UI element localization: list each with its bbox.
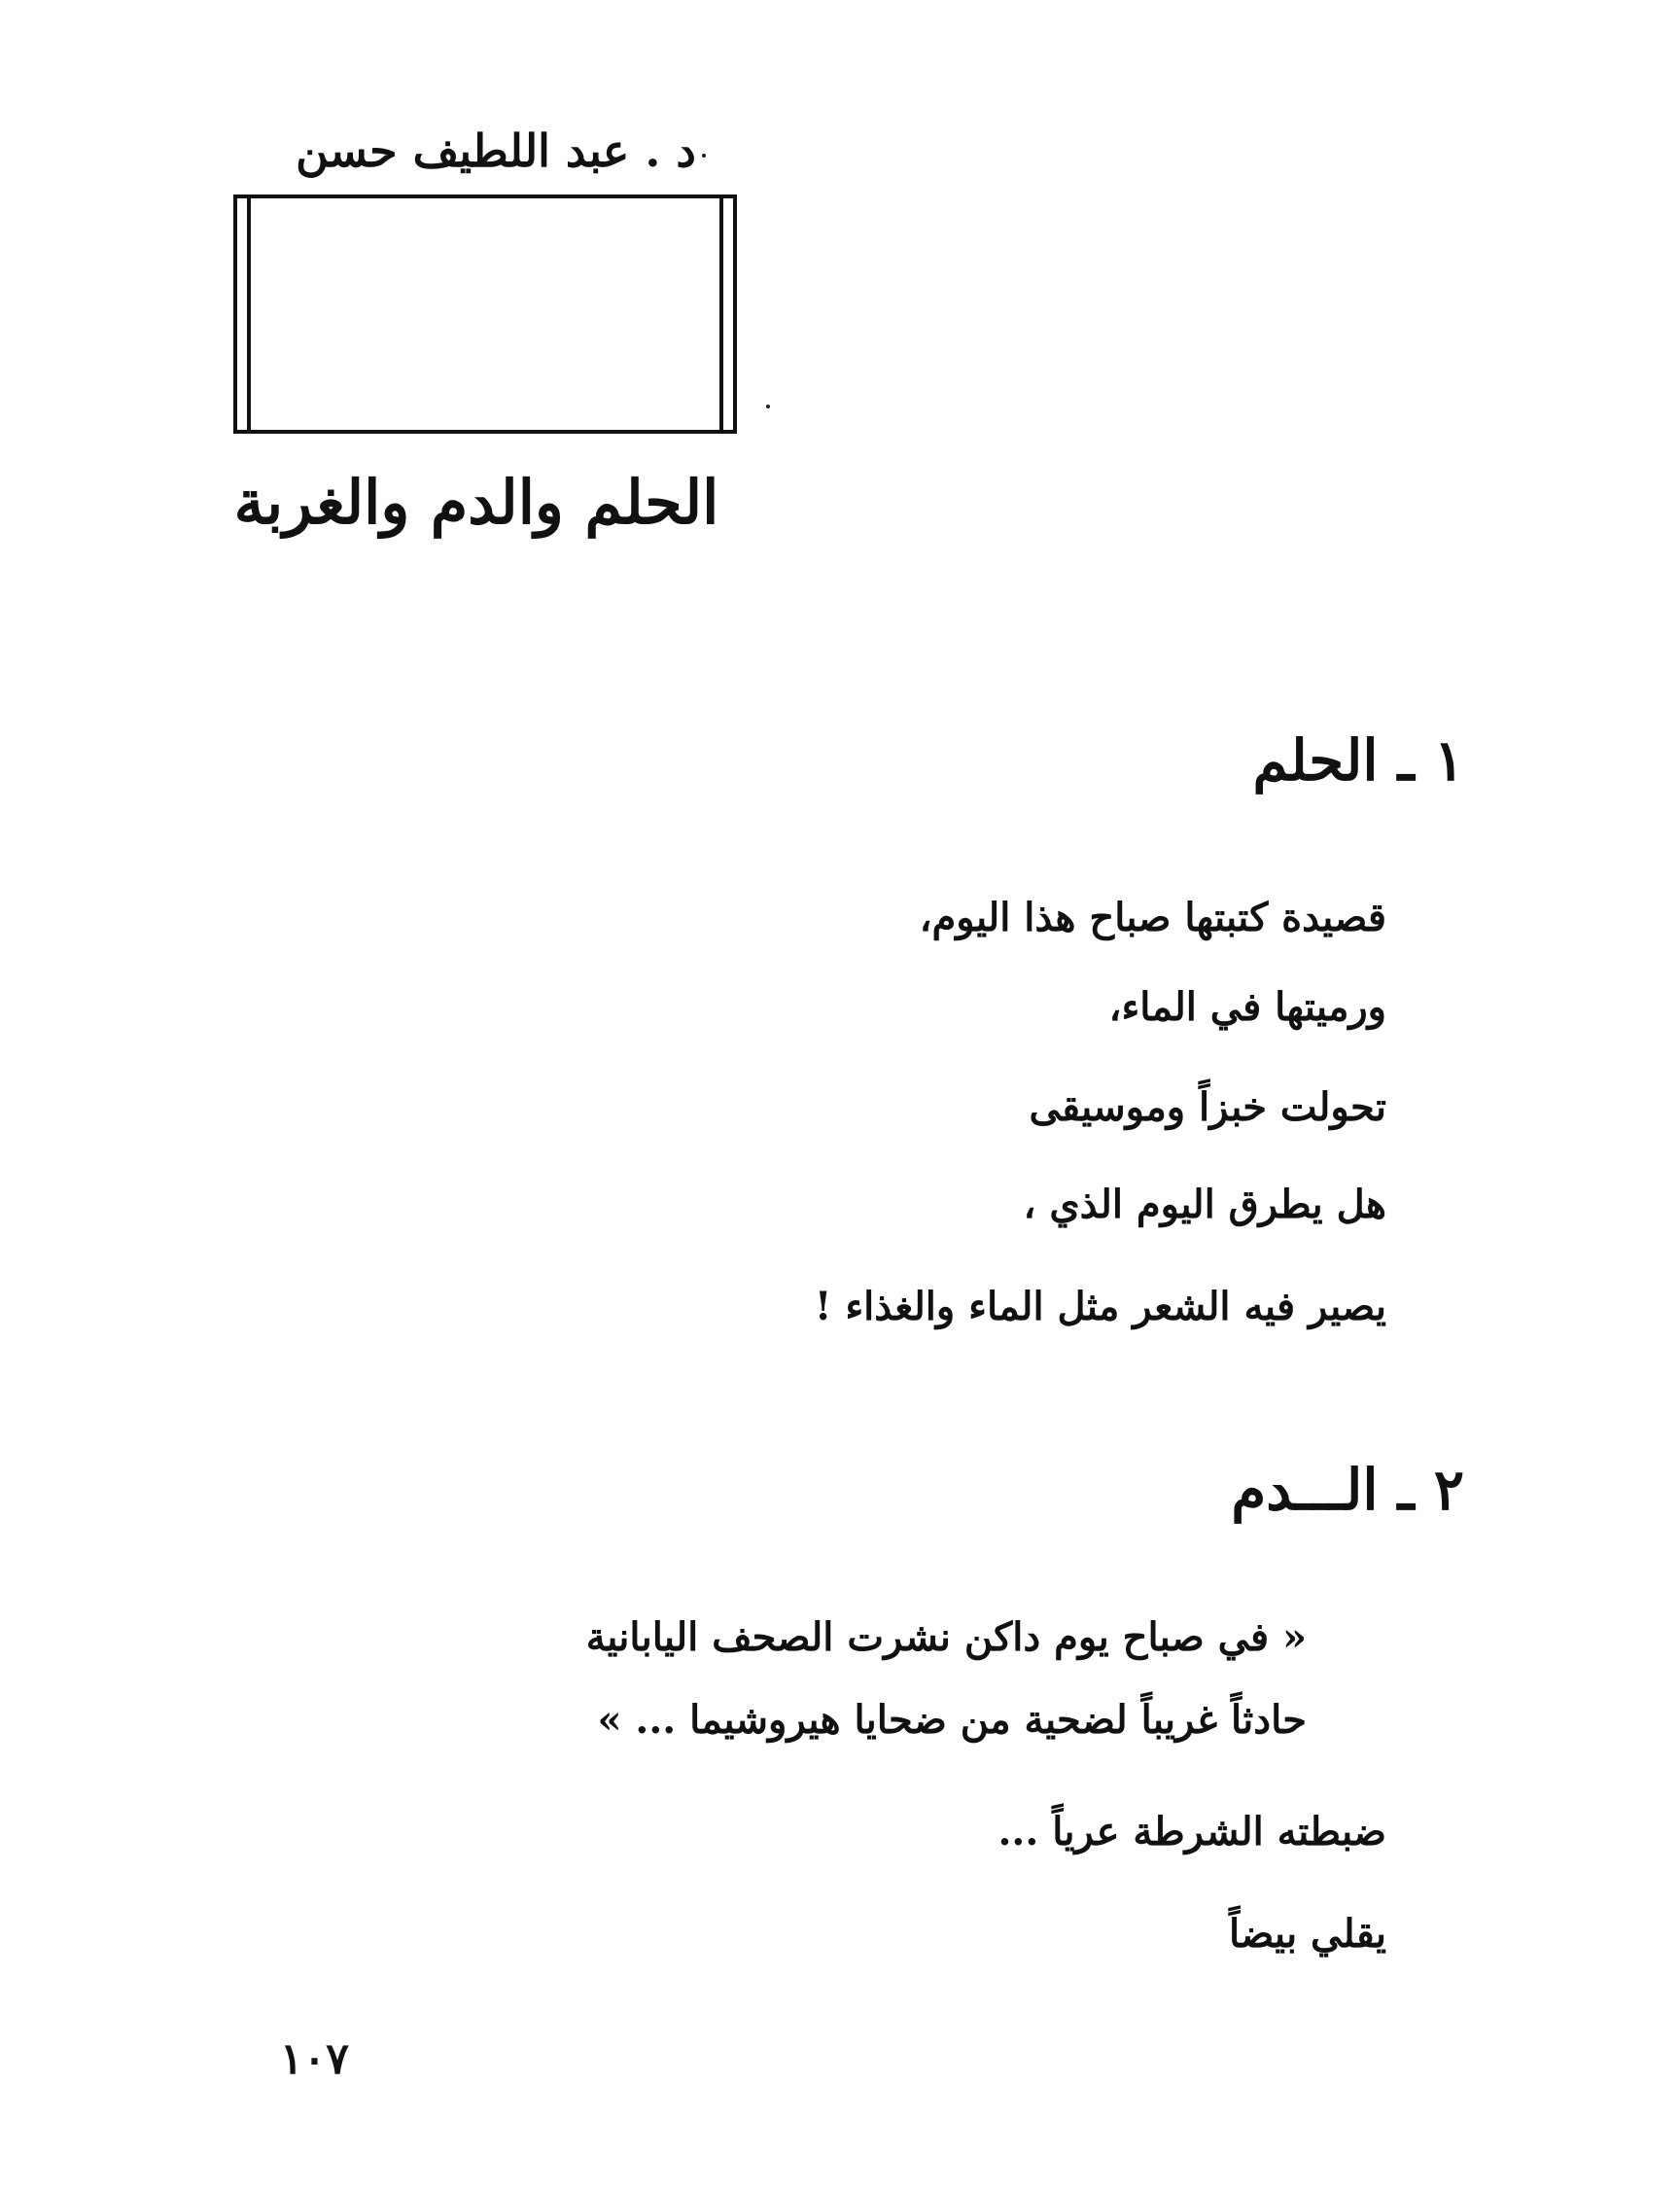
poem-title: الحلم والدم والغربة [233,467,719,538]
section-heading-dream: ١ ـ الحلم [1252,727,1464,794]
quote-line: « في صباح يوم داكن نشرت الصحف اليابانية [585,1614,1307,1660]
scan-speck [766,405,770,408]
section-heading-blood: ٢ ـ الـــدم [1231,1457,1464,1523]
verse-line: هل يطرق اليوم الذي ، [1023,1182,1386,1227]
verse-line: ضبطته الشرطة عرياً ... [998,1809,1386,1854]
quote-line: حادثاً غريباً لضحية من ضحايا هيروشيما ... » [597,1697,1307,1743]
page-number: ١٠٧ [280,2034,349,2084]
verse-line: يصير فيه الشعر مثل الماء والغذاء ! [814,1284,1386,1329]
author-name: د . عبد اللطيف حسن [296,124,696,177]
verse-line: قصيدة كتبتها صباح هذا اليوم، [919,895,1386,940]
verse-line: تحولت خبزاً وموسيقى [1029,1084,1386,1130]
verse-line: يقلي بيضاً [1229,1911,1386,1957]
title-frame-box [233,194,737,434]
scan-speck [702,154,706,158]
verse-line: ورميتها في الماء، [1108,984,1386,1030]
